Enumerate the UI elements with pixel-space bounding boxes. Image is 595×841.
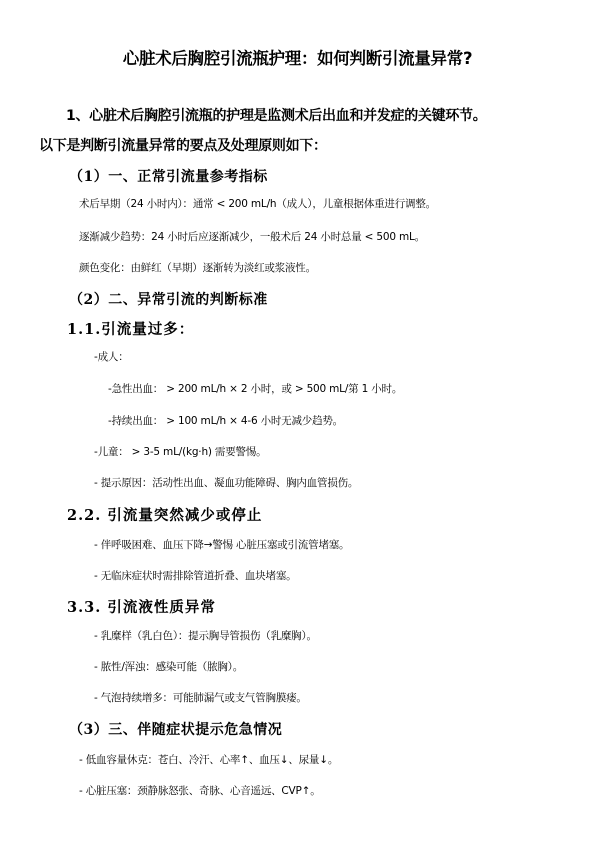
child-criterion: -儿童： > 3-5 mL/(kg·h) 需要警惕。 bbox=[94, 446, 267, 458]
cause-hint: - 提示原因：活动性出血、凝血功能障碍、胸内血管损伤。 bbox=[94, 477, 359, 489]
intro-line-1: 1、心脏术后胸腔引流瓶的护理是监测术后出血和并发症的关键环节。 bbox=[66, 108, 487, 124]
list-item: - 无临床症状时需排除管道折叠、血块堵塞。 bbox=[94, 570, 297, 582]
section-heading-abnormal-criteria: （2）二、异常引流的判断标准 bbox=[69, 292, 268, 308]
list-item: - 低血容量休克：苍白、冷汗、心率↑、血压↓、尿量↓。 bbox=[79, 754, 339, 766]
list-item: -急性出血： > 200 mL/h × 2 小时，或 > 500 mL/第 1 小时。 bbox=[108, 383, 403, 395]
list-item: - 伴呼吸困难、血压下降→警惕 心脏压塞或引流管堵塞。 bbox=[94, 539, 350, 551]
list-item: 逐渐减少趋势：24 小时后应逐渐减少，一般术后 24 小时总量 < 500 mL。 bbox=[79, 231, 425, 243]
list-item: -持续出血： > 100 mL/h × 4-6 小时无减少趋势。 bbox=[108, 415, 343, 427]
section-heading-normal-reference: （1）一、正常引流量参考指标 bbox=[69, 169, 268, 185]
list-item: - 心脏压塞：颈静脉怒张、奇脉、心音遥远、CVP↑。 bbox=[79, 785, 321, 797]
subsection-heading-abnormal-nature: 3.3. 引流液性质异常 bbox=[67, 599, 216, 616]
list-item: - 气泡持续增多：可能肺漏气或支气管胸膜瘘。 bbox=[94, 692, 307, 704]
document-title: 心脏术后胸腔引流瓶护理：如何判断引流量异常? bbox=[122, 49, 473, 68]
list-item: 颜色变化：由鲜红（早期）逐渐转为淡红或浆液性。 bbox=[79, 262, 316, 274]
section-heading-emergency-symptoms: （3）三、伴随症状提示危急情况 bbox=[69, 722, 283, 738]
intro-line-2: 以下是判断引流量异常的要点及处理原则如下： bbox=[39, 138, 327, 154]
list-item: - 脓性/浑浊：感染可能（脓胸）。 bbox=[94, 661, 244, 673]
adult-label: -成人： bbox=[94, 351, 129, 363]
list-item: - 乳糜样（乳白色）：提示胸导管损伤（乳糜胸）。 bbox=[94, 630, 317, 642]
list-item: 术后早期（24 小时内）：通常 < 200 mL/h（成人），儿童根据体重进行调整。 bbox=[79, 198, 436, 210]
subsection-heading-sudden-decrease: 2.2. 引流量突然减少或停止 bbox=[67, 507, 263, 524]
subsection-heading-excessive-drainage: 1.1.引流量过多： bbox=[67, 321, 195, 338]
